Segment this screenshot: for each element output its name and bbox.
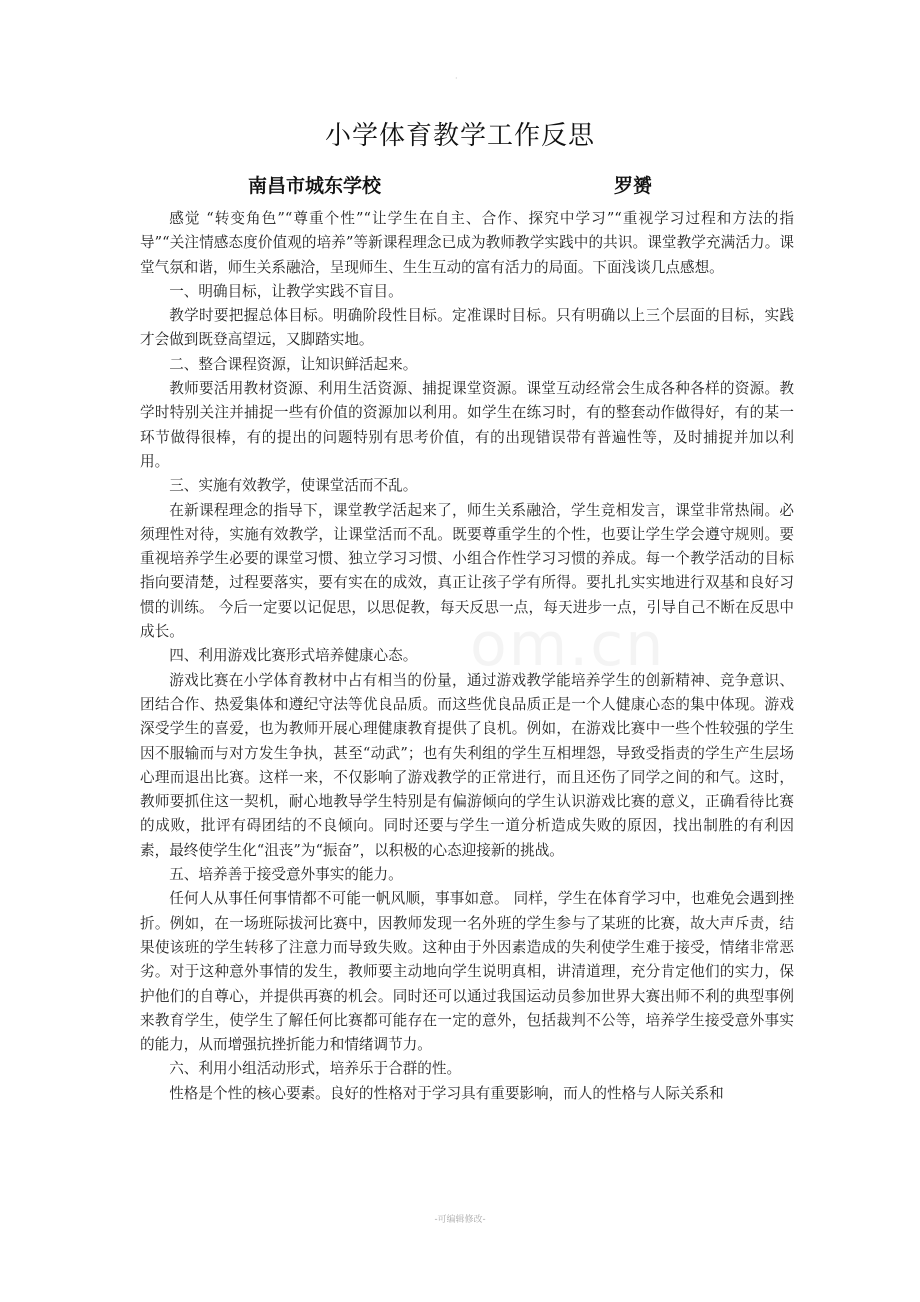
section-heading: 六、利用小组活动形式，培养乐于合群的性。 bbox=[169, 1060, 462, 1078]
document-title: 小学体育教学工作反思 bbox=[324, 121, 595, 151]
footer-note: -可编辑修改- bbox=[434, 1215, 486, 1225]
paragraph: 性格是个性的核心要素。良好的性格对于学习具有重要影响，而人的性格与人际关系和 bbox=[169, 1084, 724, 1102]
section-heading: 三、实施有效教学，使课堂活而不乱。 bbox=[169, 477, 418, 495]
paragraph: 感觉 “转变角色”“尊重个性”“让学生在自主、合作、探究中学习”“重视学习过程和方法的指导”“关注情感态度价值观的培养”等新课程理念已成为教师教学实践中的共识。课堂教学充满活力。课堂气氛和谐，师生关系融洽，呈现师生、生生互动的富有活力的局面。下面浅谈几点感想。 bbox=[140, 210, 794, 276]
watermark: om.cn bbox=[470, 610, 666, 680]
top-mark: · bbox=[455, 74, 458, 83]
paragraph: 教学时要把握总体目标。明确阶段性目标。定准课时目标。只有明确以上三个层面的目标，实践才会做到既登高望远，又脚踏实地。 bbox=[140, 307, 794, 349]
paragraph: 任何人从事任何事情都不可能一帆风顺，事事如意。 同样，学生在体育学习中，也难免会遇到挫折。例如，在一场班际拔河比赛中，因教师发现一名外班的学生参与了某班的比赛，故大声斥责，结果使该班的学生转移了注意力而导致失败。这种由于外因素造成的失利使学生难于接受，情绪非常恶劣。对于这种意外事情的发生，教师要主动地向学生说明真相，讲清道理，充分肯定他们的实力，保护他们的自尊心，并提供再赛的机会。同时还可以通过我国运动员参加世界大赛出师不利的典型事例来教育学生，使学生了解任何比赛都可能存在一定的意外，包括裁判不公等，培养学生接受意外事实的能力，从而增强抗挫折能力和情绪调节力。 bbox=[140, 890, 794, 1054]
section-heading: 四、利用游戏比赛形式培养健康心态。 bbox=[169, 647, 418, 665]
section-heading: 二、整合课程资源，让知识鲜活起来。 bbox=[169, 355, 418, 373]
paragraph: 游戏比赛在小学体育教材中占有相当的份量，通过游戏教学能培养学生的创新精神、竞争意识、团结合作、热爱集体和遵纪守法等优良品质。而这些优良品质正是一个人健康心态的集中体现。游戏深受学生的喜爱，也为教师开展心理健康教育提供了良机。例如，在游戏比赛中一些个性较强的学生因不服输而与对方发生争执，甚至“动武”；也有失利组的学生互相埋怨，导致受指责的学生产生层场心理而退出比赛。这样一来，不仅影响了游戏教学的正常进行，而且还伤了同学之间的和气。这时，教师要抓住这一契机，耐心地教导学生特别是有偏游倾向的学生认识游戏比赛的意义，正确看待比赛的成败，批评有碍团结的不良倾向。同时还要与学生一道分析造成失败的原因，找出制胜的有利因素，最终使学生化“沮丧”为“振奋”，以积极的心态迎接新的挑战。 bbox=[140, 671, 794, 859]
author-name: 罗赟 bbox=[614, 175, 653, 197]
document-body bbox=[140, 207, 794, 1106]
section-heading: 五、培养善于接受意外事实的能力。 bbox=[169, 866, 403, 884]
paragraph: 在新课程理念的指导下，课堂教学活起来了，师生关系融洽，学生竞相发言，课堂非常热闹。必须理性对待，实施有效教学，让课堂活而不乱。既要尊重学生的个性，也要让学生学会遵守规则。要重视培养学生必要的课堂习惯、独立学习习惯、小组合作性学习习惯的养成。每一个教学活动的目标指向要清楚，过程要落实，要有实在的成效，真正让孩子学有所得。要扎扎实实地进行双基和良好习惯的训练。 今后一定要以记促思，以思促教，每天反思一点，每天进步一点，引导自己不断在反思中成长。 bbox=[140, 501, 794, 641]
section-heading: 一、明确目标，让教学实践不盲目。 bbox=[169, 282, 403, 300]
paragraph: 教师要活用教材资源、利用生活资源、捕捉课堂资源。课堂互动经常会生成各种各样的资源。教学时特别关注并捕捉一些有价值的资源加以利用。如学生在练习时，有的整套动作做得好，有的某一环节做得很棒，有的提出的问题特别有思考价值，有的出现错误带有普遍性等，及时捕捉并加以利用。 bbox=[140, 380, 794, 470]
school-name: 南昌市城东学校 bbox=[248, 175, 382, 197]
